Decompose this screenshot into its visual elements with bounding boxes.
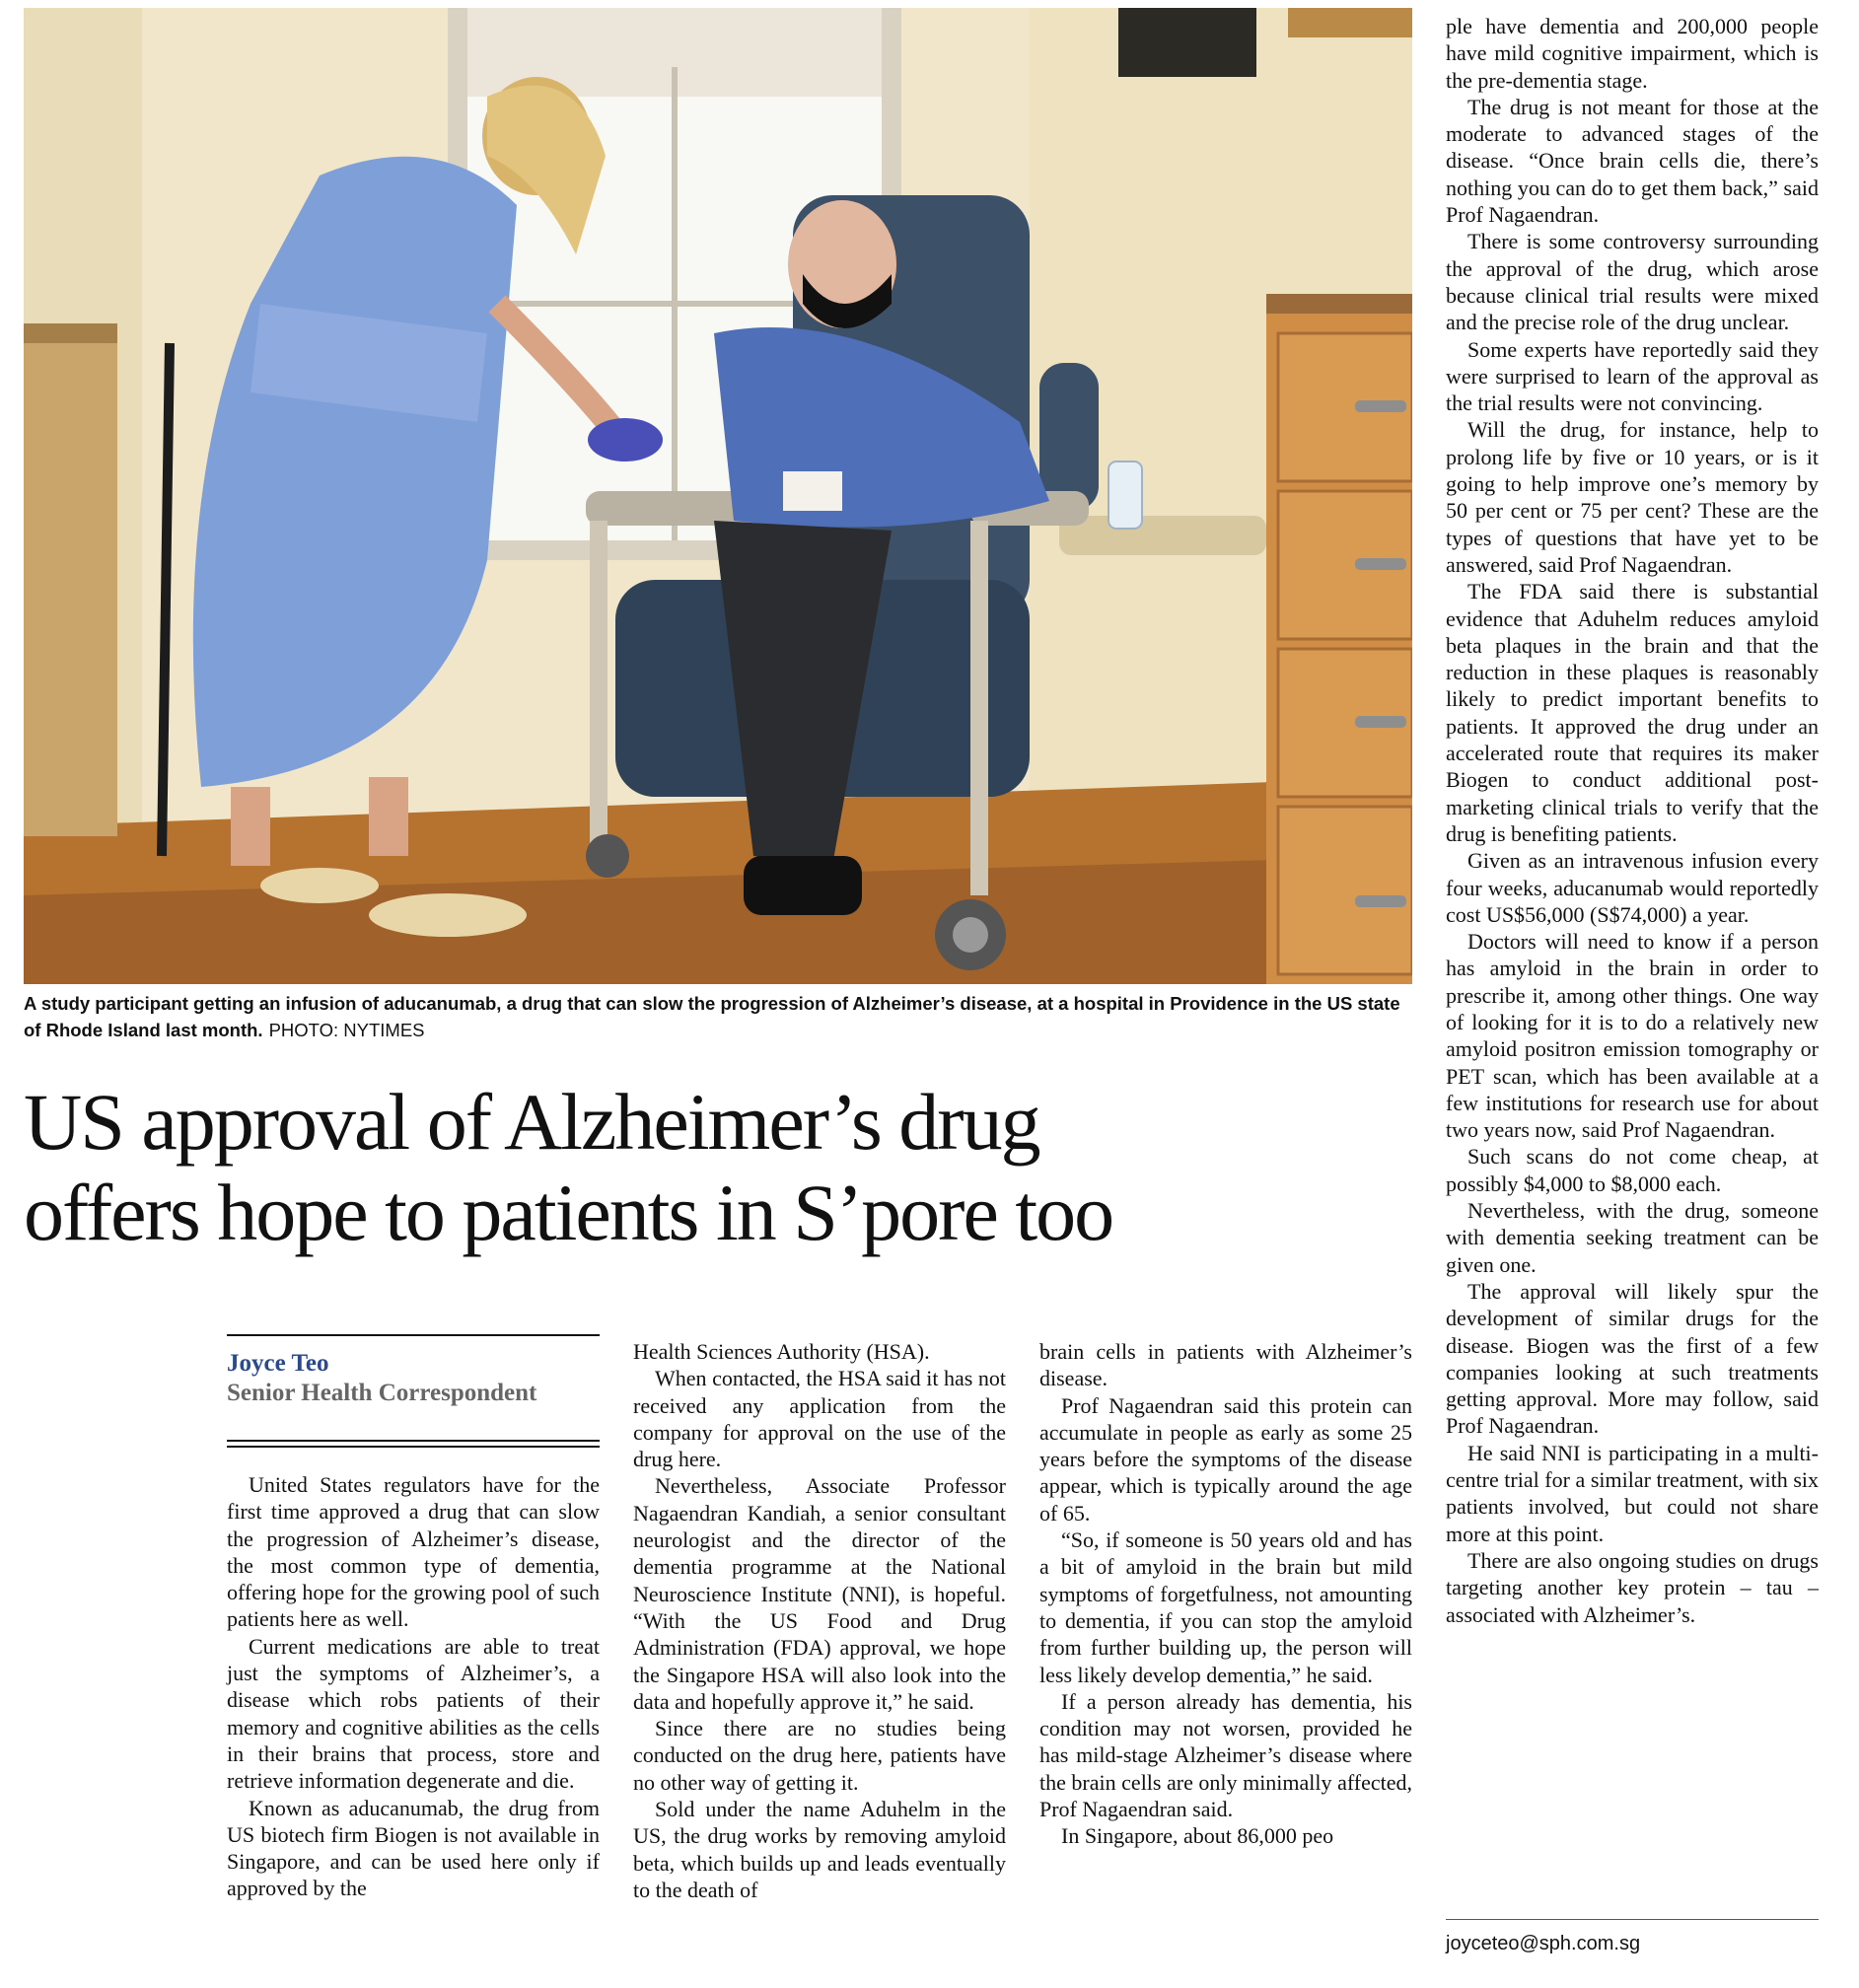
photo-caption xyxy=(24,990,1412,1043)
author-email[interactable]: joyceteo@sph.com.sg xyxy=(1446,1933,1641,1954)
paragraph: There are also ongoing studies on drugs targeting another key protein – tau – associated with Alzheimer’s. xyxy=(1446,1547,1819,1627)
paragraph-continued: ple have dementia and 200,000 people have mild cognitive impairment, which is the pre-dementia stage. xyxy=(1446,14,1819,93)
paragraph: Such scans do not come cheap, at possibly $4,000 to $8,000 each. xyxy=(1446,1144,1819,1196)
paragraph: Sold under the name Aduhelm in the US, the drug works by removing amyloid beta, which builds up and leads eventually to the death of xyxy=(633,1797,1006,1902)
byline-bottom-rule xyxy=(227,1440,600,1442)
paragraph: In Singapore, about 86,000 peo xyxy=(1061,1823,1334,1849)
signoff-rule xyxy=(1446,1919,1819,1920)
paragraph: Will the drug, for instance, help to prolong life by five or 10 years, or is it going to help improve one’s memory by 50 per cent or 75 per cent? These are the types of questions that have yet to be answered, said Prof Nagaendran. xyxy=(1446,417,1819,577)
headline xyxy=(24,1077,1404,1258)
paragraph: When contacted, the HSA said it has not received any application from the company for approval on the use of the drug here. xyxy=(633,1366,1006,1472)
paragraph: Prof Nagaendran said this protein can accumulate in people as early as some 25 years before the symptoms of the disease appear, which is typically around the age of 65. xyxy=(1039,1392,1412,1526)
article-column-3 xyxy=(1039,1338,1412,1850)
paragraph: Current medications are able to treat just the symptoms of Alzheimer’s, a disease which robs patients of their memory and cognitive abilities as the cells in their brains that process, store and retrieve information degenerate and die. xyxy=(227,1633,600,1794)
paragraph-continued: Health Sciences Authority (HSA). xyxy=(633,1339,930,1364)
paragraph-continued: brain cells in patients with Alzheimer’s disease. xyxy=(1039,1339,1412,1391)
paragraph: Some experts have reportedly said they were surprised to learn of the approval as the trial results were not convincing. xyxy=(1446,336,1819,416)
news-photo xyxy=(24,8,1412,984)
paragraph: United States regulators have for the first time approved a drug that can slow the progression of Alzheimer’s disease, the most common type of dementia, offering hope for the growing pool of such patients here as well. xyxy=(227,1472,600,1632)
article-column-2 xyxy=(633,1338,1006,1903)
byline-role: Senior Health Correspondent xyxy=(227,1380,537,1406)
article-column-1 xyxy=(227,1471,600,1902)
paragraph: He said NNI is participating in a multi-centre trial for a similar treatment, with six patients involved, but could not share more at this point. xyxy=(1446,1440,1819,1546)
clinic-infusion-photo xyxy=(24,8,1412,984)
paragraph: Doctors will need to know if a person has amyloid in the brain in order to prescribe it, among other things. One way of looking for it is to do a relatively new amyloid positron emission tomography or PET scan, which has been available at a few institutions for research use for about two years now, said Prof Nagaendran. xyxy=(1446,929,1819,1143)
headline-line-1: US approval of Alzheimer’s drug xyxy=(24,1077,1039,1167)
paragraph: Given as an intravenous infusion every four weeks, aducanumab would reportedly cost US$56,000 (S$74,000) a year. xyxy=(1446,848,1819,927)
paragraph: There is some controversy surrounding the approval of the drug, which arose because clinical trial results were mixed and the precise role of the drug unclear. xyxy=(1446,229,1819,335)
paragraph: Since there are no studies being conducted on the drug here, patients have no other way of getting it. xyxy=(633,1716,1006,1795)
paragraph: Nevertheless, Associate Professor Nagaendran Kandiah, a senior consultant neurologist and the director of the dementia programme at the National Neuroscience Institute (NNI), is hopeful. “With the US Food and Drug Administration (FDA) approval, we hope the Singapore HSA will also look into the data and hopefully approve it,” he said. xyxy=(633,1473,1006,1714)
byline-name: Joyce Teo xyxy=(227,1350,329,1377)
paragraph: Known as aducanumab, the drug from US biotech firm Biogen is not available in Singapore, and can be used here only if approved by the xyxy=(227,1795,600,1901)
paragraph: The drug is not meant for those at the moderate to advanced stages of the disease. “Once brain cells die, there’s nothing you can do to get them back,” said Prof Nagaendran. xyxy=(1446,94,1819,228)
paragraph: “So, if someone is 50 years old and has a bit of amyloid in the brain but mild symptoms of forgetfulness, not amounting to dementia, if you can stop the amyloid from further building up, the person will less likely develop dementia,” he said. xyxy=(1039,1527,1412,1687)
paragraph: Nevertheless, with the drug, someone with dementia seeking treatment can be given one. xyxy=(1446,1198,1819,1277)
paragraph: The FDA said there is substantial evidence that Aduhelm reduces amyloid beta plaques in the brain and that the reduction in these plaques is reasonably likely to predict important benefits to patients. It approved the drug under an accelerated route that requires its maker Biogen to conduct additional post-marketing clinical trials to verify that the drug is benefiting patients. xyxy=(1446,579,1819,846)
photo-credit: PHOTO: NYTIMES xyxy=(268,1020,425,1040)
paragraph: The approval will likely spur the development of similar drugs for the disease. Biogen was the first of a few companies looking at such treatments getting approval. More may follow, said Prof Nagaendran. xyxy=(1446,1278,1819,1439)
article-column-4 xyxy=(1446,13,1819,1628)
byline-top-rule xyxy=(227,1334,600,1336)
byline-bottom-rule xyxy=(227,1446,600,1448)
paragraph: If a person already has dementia, his condition may not worsen, provided he has mild-stage Alzheimer’s disease where the brain cells are only minimally affected, Prof Nagaendran said. xyxy=(1039,1688,1412,1822)
headline-line-2: offers hope to patients in S’pore too xyxy=(24,1168,1113,1257)
caption-text: A study participant getting an infusion of aducanumab, a drug that can slow the progression of Alzheimer’s disease, at a hospital in Providence in the US state of Rhode Island last month. xyxy=(24,993,1400,1040)
